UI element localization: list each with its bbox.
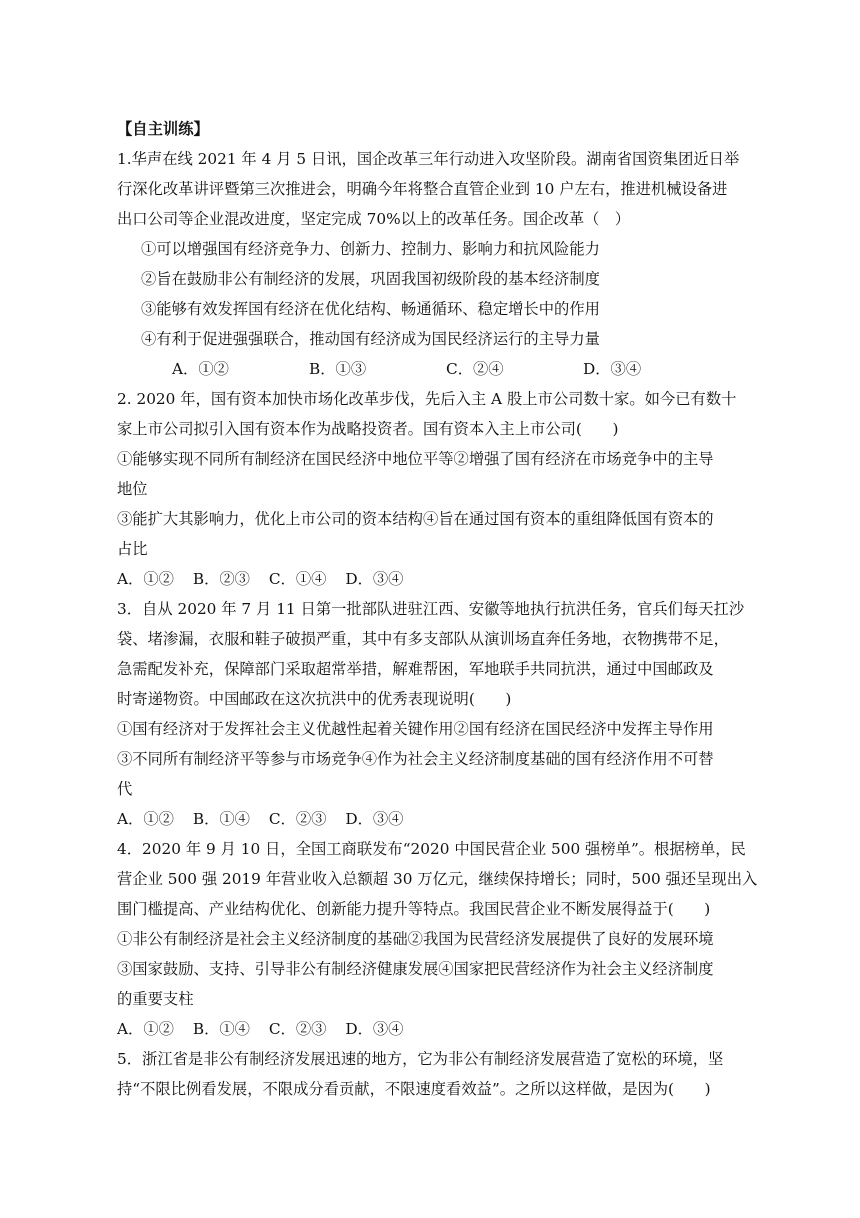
q4-option-a: A．①②	[117, 1020, 174, 1038]
q4-items-line-2: ③国家鼓励、支持、引导非公有制经济健康发展④国家把民营经济作为社会主义经济制度	[117, 960, 714, 978]
question-1	[117, 144, 743, 384]
q5-stem-line-1: 5．浙江省是非公有制经济发展迅速的地方，它为非公有制经济发展营造了宽松的环境，坚	[117, 1050, 724, 1068]
q3-items-line-3: 代	[117, 780, 133, 798]
q3-stem-line-4: 时寄递物资。中国邮政在这次抗洪中的优秀表现说明( )	[117, 690, 512, 708]
q1-stem-line-2: 行深化改革讲评暨第三次推进会，明确今年将整合直管企业到 10 户左右，推进机械设备进	[117, 180, 728, 198]
q4-option-d: D．③④	[345, 1020, 404, 1038]
q1-stem-line-1: 1.华声在线 2021 年 4 月 5 日讯，国企改革三年行动进入攻坚阶段。湖南省国资集团近日举	[117, 150, 740, 168]
question-3	[117, 594, 743, 834]
q1-option-b: B．①③	[309, 360, 367, 378]
q2-option-a: A．①②	[117, 570, 174, 588]
q4-stem-line-1: 4．2020 年 9 月 10 日，全国工商联发布“2020 中国民营企业 500 强榜单”。根据榜单，民	[117, 840, 746, 858]
document-content	[117, 114, 758, 1104]
q2-options	[117, 564, 743, 594]
q2-items-line-1: ①能够实现不同所有制经济在国民经济中地位平等②增强了国有经济在市场竞争中的主导	[117, 450, 714, 468]
q2-items-line-2: 地位	[117, 480, 148, 498]
q1-option-a: A．①②	[172, 360, 229, 378]
q2-option-c: C．①④	[268, 570, 327, 588]
section-heading: 【自主训练】	[117, 120, 209, 138]
q4-stem-line-2: 营企业 500 强 2019 年营业收入总额超 30 万亿元，继续保持增长；同时，500 强还呈现出入	[117, 870, 758, 888]
q4-stem-line-3: 围门槛提高、产业结构优化、创新能力提升等特点。我国民营企业不断发展得益于( )	[117, 900, 711, 918]
q1-options	[117, 354, 743, 384]
q2-stem-line-2: 家上市公司拟引入国有资本作为战略投资者。国有资本入主上市公司( )	[117, 420, 619, 438]
q4-items-line-1: ①非公有制经济是社会主义经济制度的基础②我国为民营经济发展提供了良好的发展环境	[117, 930, 714, 948]
q1-item-4: ④有利于促进强强联合，推动国有经济成为国民经济运行的主导力量	[141, 330, 600, 348]
q4-options	[117, 1014, 743, 1044]
q3-option-b: B．①④	[192, 810, 250, 828]
q3-items-line-1: ①国有经济对于发挥社会主义优越性起着关键作用②国有经济在国民经济中发挥主导作用	[117, 720, 714, 738]
q3-options	[117, 804, 743, 834]
q1-item-1: ①可以增强国有经济竞争力、创新力、控制力、影响力和抗风险能力	[141, 240, 600, 258]
q2-stem-line-1: 2. 2020 年，国有资本加快市场化改革步伐，先后入主 A 股上市公司数十家。如今已有数十	[117, 390, 737, 408]
question-5	[117, 1044, 743, 1104]
q1-option-c: C．②④	[446, 360, 504, 378]
q3-stem-line-3: 急需配发补充，保障部门采取超常举措，解难帮困，军地联手共同抗洪，通过中国邮政及	[117, 660, 714, 678]
q2-option-d: D．③④	[345, 570, 404, 588]
q3-option-d: D．③④	[345, 810, 404, 828]
q3-option-c: C．②③	[268, 810, 327, 828]
q4-option-c: C．②③	[268, 1020, 327, 1038]
question-2	[117, 384, 743, 594]
q4-items-line-3: 的重要支柱	[117, 990, 194, 1008]
q2-items-line-3: ③能扩大其影响力，优化上市公司的资本结构④旨在通过国有资本的重组降低国有资本的	[117, 510, 714, 528]
q2-option-b: B．②③	[192, 570, 250, 588]
q1-stem-line-3: 出口公司等企业混改进度，坚定完成 70%以上的改革任务。国企改革（ ）	[117, 210, 631, 228]
q5-stem-line-2: 持“不限比例看发展，不限成分看贡献，不限速度看效益”。之所以这样做，是因为( )	[117, 1080, 711, 1098]
q1-item-2: ②旨在鼓励非公有制经济的发展，巩固我国初级阶段的基本经济制度	[141, 270, 600, 288]
question-4	[117, 834, 758, 1044]
q3-stem-line-1: 3．自从 2020 年 7 月 11 日第一批部队进驻江西、安徽等地执行抗洪任务，官兵们每天扛沙	[117, 600, 745, 618]
q3-items-line-2: ③不同所有制经济平等参与市场竞争④作为社会主义经济制度基础的国有经济作用不可替	[117, 750, 714, 768]
q1-option-d: D．③④	[583, 360, 642, 378]
q4-option-b: B．①④	[192, 1020, 250, 1038]
q1-item-3: ③能够有效发挥国有经济在优化结构、畅通循环、稳定增长中的作用	[141, 300, 600, 318]
q3-option-a: A．①②	[117, 810, 174, 828]
q3-stem-line-2: 袋、堵渗漏，衣服和鞋子破损严重，其中有多支部队从演训场直奔任务地，衣物携带不足，	[117, 630, 729, 648]
q2-items-line-4: 占比	[117, 540, 148, 558]
